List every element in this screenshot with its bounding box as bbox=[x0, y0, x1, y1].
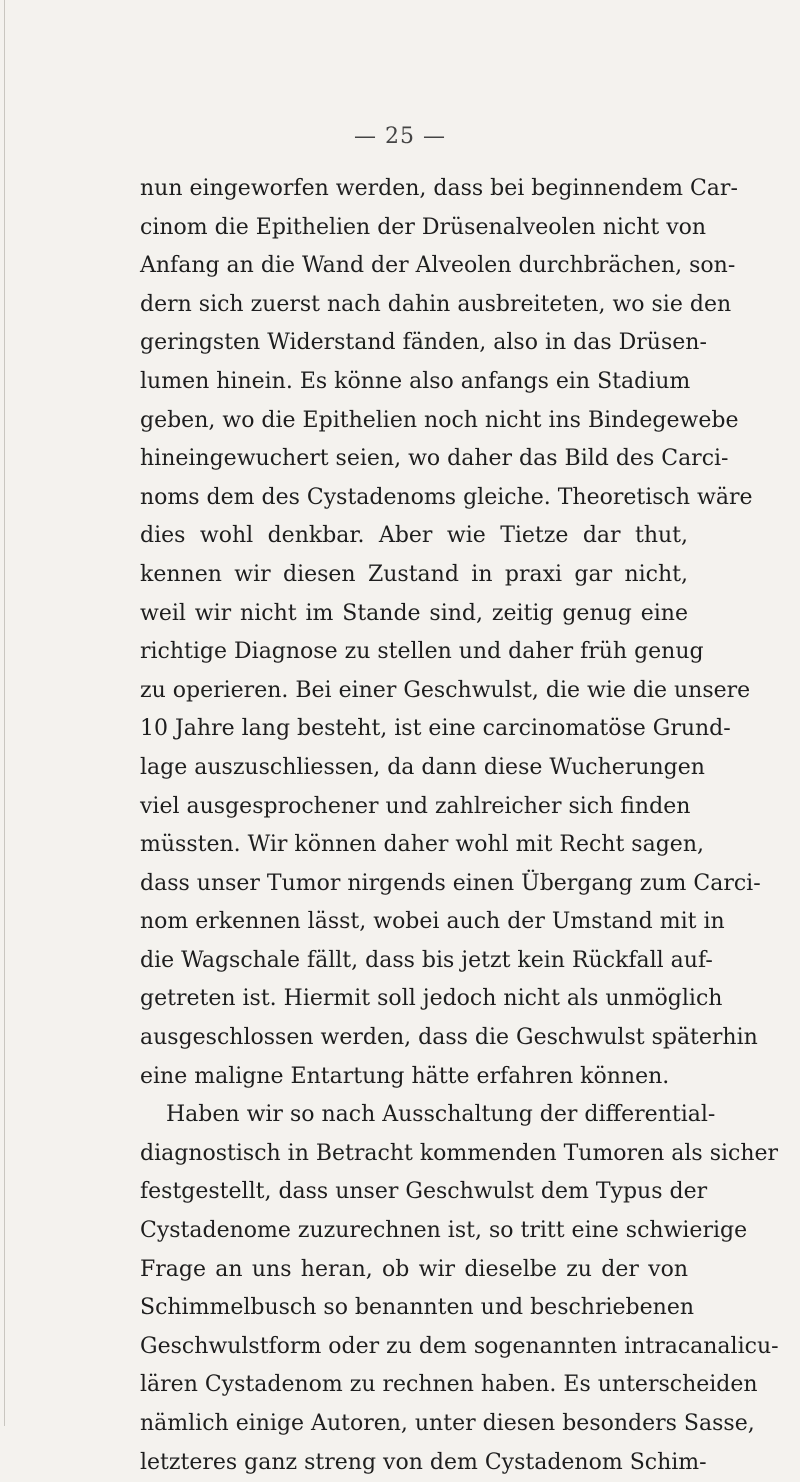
text-line: geben, wo die Epithelien noch nicht ins Bindegewebe bbox=[140, 407, 739, 433]
page-edge bbox=[4, 0, 5, 1426]
text-line: lären Cystadenom zu rechnen haben. Es unterscheiden bbox=[140, 1372, 758, 1398]
text-line: die Wagschale fällt, dass bis jetzt kein Rückfall auf- bbox=[140, 947, 713, 973]
text-line: letzteres ganz streng von dem Cystadenom Schim- bbox=[140, 1449, 707, 1475]
text-line: dies wohl denkbar. Aber wie Tietze dar thut, bbox=[140, 523, 688, 549]
text-line: festgestellt, dass unser Geschwulst dem Typus der bbox=[140, 1179, 708, 1205]
text-line: weil wir nicht im Stande sind, zeitig genug eine bbox=[140, 600, 688, 626]
body-text bbox=[140, 170, 779, 1482]
text-line: hineingewuchert seien, wo daher das Bild des Carci- bbox=[140, 446, 729, 472]
text-line: dern sich zuerst nach dahin ausbreiteten, wo sie den bbox=[140, 291, 732, 317]
text-line: viel ausgesprochener und zahlreicher sich finden bbox=[140, 793, 691, 819]
text-line: 10 Jahre lang besteht, ist eine carcinomatöse Grund- bbox=[140, 716, 731, 742]
text-line: Anfang an die Wand der Alveolen durchbrächen, son- bbox=[140, 253, 736, 279]
text-line: Geschwulstform oder zu dem sogenannten intracanalicu- bbox=[140, 1333, 779, 1359]
text-line: zu operieren. Bei einer Geschwulst, die wie die unsere bbox=[140, 677, 751, 703]
text-line: nom erkennen lässt, wobei auch der Umstand mit in bbox=[140, 909, 725, 935]
text-line: noms dem des Cystadenoms gleiche. Theoretisch wäre bbox=[140, 484, 753, 510]
text-line: cinom die Epithelien der Drüsenalveolen nicht von bbox=[140, 214, 707, 240]
text-line: getreten ist. Hiermit soll jedoch nicht als unmöglich bbox=[140, 986, 723, 1012]
paragraph-start-line: Haben wir so nach Ausschaltung der differential- bbox=[166, 1102, 716, 1128]
text-line: müssten. Wir können daher wohl mit Recht sagen, bbox=[140, 832, 704, 858]
paragraph-end-line: eine maligne Entartung hätte erfahren können. bbox=[140, 1063, 670, 1089]
text-line: nämlich einige Autoren, unter diesen besonders Sasse, bbox=[140, 1411, 755, 1436]
text-line: richtige Diagnose zu stellen und daher früh genug bbox=[140, 639, 704, 665]
text-line: lage auszuschliessen, da dann diese Wucherungen bbox=[140, 754, 705, 780]
text-line: lumen hinein. Es könne also anfangs ein Stadium bbox=[140, 368, 691, 394]
text-line: diagnostisch in Betracht kommenden Tumoren als sicher bbox=[140, 1140, 779, 1166]
text-line: ausgeschlossen werden, dass die Geschwulst späterhin bbox=[140, 1025, 758, 1051]
text-line: dass unser Tumor nirgends einen Übergang zum Carci- bbox=[140, 870, 761, 896]
text-line: Frage an uns heran, ob wir dieselbe zu der von bbox=[140, 1256, 688, 1282]
text-line: Schimmelbusch so benannten und beschriebenen bbox=[140, 1295, 695, 1321]
text-line: Cystadenome zuzurechnen ist, so tritt eine schwierige bbox=[140, 1218, 748, 1244]
page-number: — 25 — bbox=[354, 124, 446, 149]
text-line: geringsten Widerstand fänden, also in das Drüsen- bbox=[140, 330, 707, 356]
text-line: kennen wir diesen Zustand in praxi gar nicht, bbox=[140, 561, 688, 587]
text-line: nun eingeworfen werden, dass bei beginnendem Car- bbox=[140, 176, 738, 201]
